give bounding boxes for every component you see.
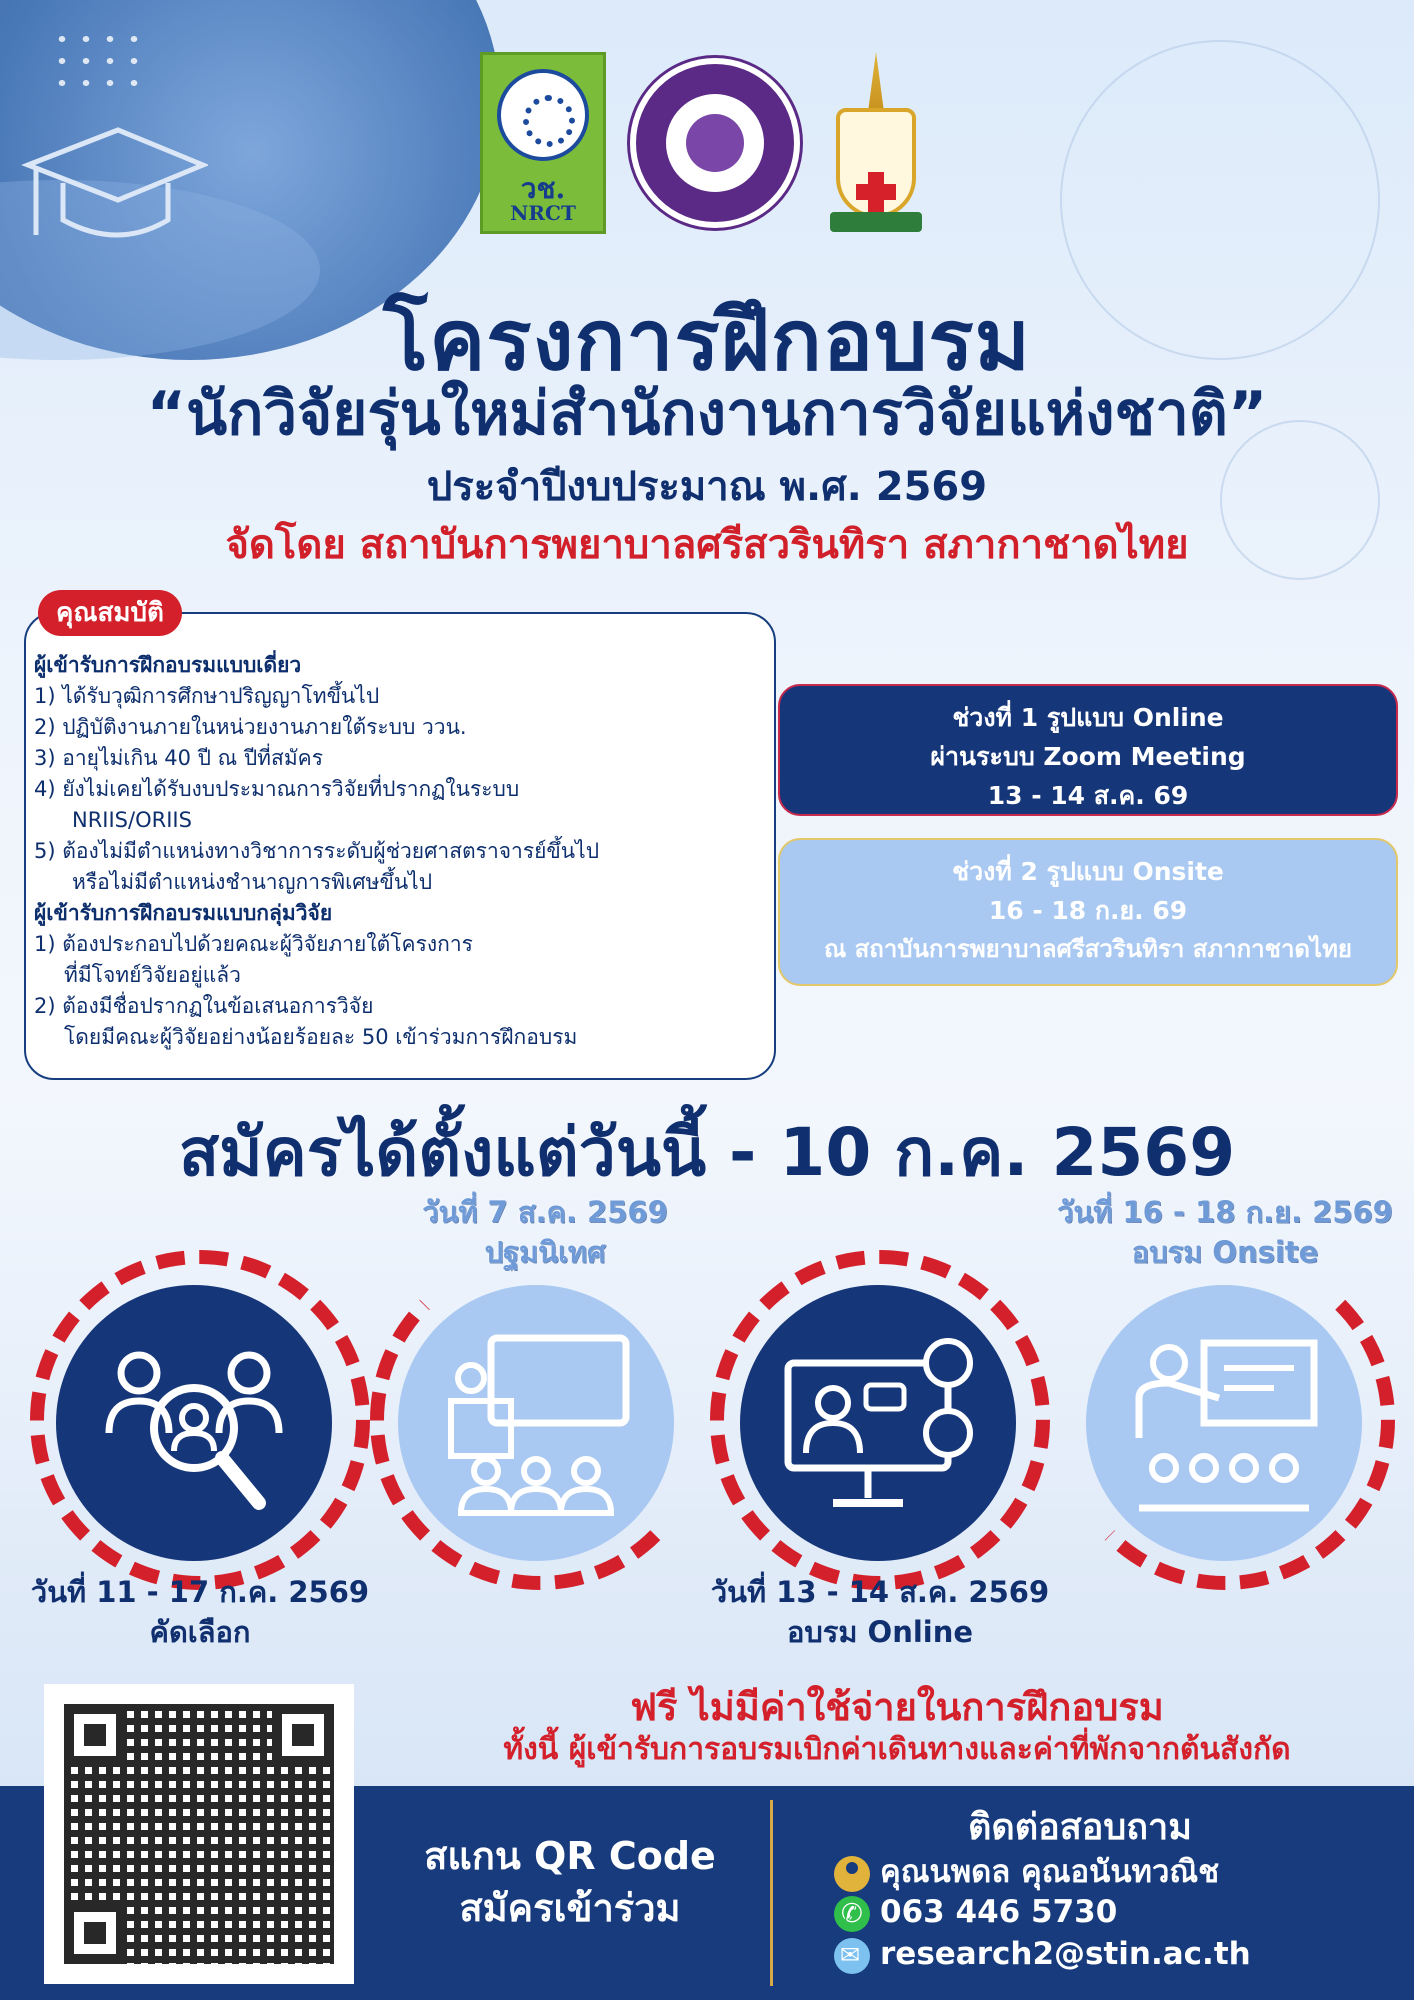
qualification-item: 2) ต้องมีชื่อปรากฏในข้อเสนอการวิจัย (34, 994, 374, 1018)
person-icon (834, 1856, 870, 1892)
qualification-item-continued: หรือไม่มีตำแหน่งชำนาญการพิเศษขึ้นไป (72, 870, 433, 894)
magnifier-people-icon (94, 1323, 294, 1523)
footer-divider (770, 1800, 773, 1986)
timeline-label: อบรม Online (786, 1615, 974, 1649)
session-line: ณ สถาบันการพยาบาลศรีสวรินทิรา สภากาชาดไทย (824, 935, 1352, 963)
timeline-label: คัดเลือก (149, 1615, 251, 1649)
scan-qr-text (400, 1830, 740, 1934)
individual-heading: ผู้เข้ารับการฝึกอบรมแบบเดี่ยว (34, 653, 302, 677)
qr-finder (64, 1902, 126, 1964)
contact-name: คุณนพดล คุณอนันทวณิช (880, 1854, 1220, 1890)
qualification-item-continued: โดยมีคณะผู้วิจัยอย่างน้อยร้อยละ 50 เข้าร่วมการฝึกอบรม (64, 1025, 578, 1049)
scan-line: สแกน QR Code (424, 1834, 716, 1878)
program-name: “นักวิจัยรุ่นใหม่สำนักงานการวิจัยแห่งชาติ” (146, 379, 1268, 449)
qualifications-tag: คุณสมบัติ (38, 590, 182, 636)
timeline-date: วันที่ 13 - 14 ส.ค. 2569 (710, 1575, 1050, 1609)
qualification-item-continued: NRIIS/ORIIS (72, 808, 192, 832)
session-onsite (778, 838, 1398, 986)
timeline-date: วันที่ 7 ส.ค. 2569 (422, 1195, 668, 1229)
session-line: ผ่านระบบ Zoom Meeting (930, 742, 1246, 771)
qr-finder (64, 1704, 126, 1766)
dashed-ring (1055, 1250, 1395, 1590)
group-heading: ผู้เข้ารับการฝึกอบรมแบบกลุ่มวิจัย (34, 901, 333, 925)
contact-email[interactable]: research2@stin.ac.th (880, 1936, 1251, 1972)
decorative-dots (50, 28, 140, 88)
qr-finder (272, 1704, 334, 1766)
free-notice: ฟรี ไม่มีค่าใช้จ่ายในการฝึกอบรม (630, 1685, 1164, 1729)
organizer: จัดโดย สถาบันการพยาบาลศรีสวรินทิรา สภากาชาดไทย (225, 522, 1189, 568)
timeline-selection (20, 1572, 380, 1652)
qualification-item-continued: ที่มีโจทย์วิจัยอยู่แล้ว (64, 963, 241, 987)
qualification-item: 4) ยังไม่เคยได้รับงบประมาณการวิจัยที่ปรากฏในระบบ (34, 777, 520, 801)
qr-code-pattern (64, 1704, 334, 1964)
registration-qr-code[interactable] (44, 1684, 354, 1984)
application-deadline: สมัครได้ตั้งแต่วันนี้ - 10 ก.ค. 2569 (178, 1114, 1236, 1191)
online-training-circle (740, 1285, 1016, 1561)
qualification-item: 2) ปฏิบัติงานภายในหน่วยงานภายใต้ระบบ ววน. (34, 715, 467, 739)
dashed-ring (370, 1250, 710, 1590)
timeline-date: วันที่ 16 - 18 ก.ย. 2569 (1057, 1195, 1393, 1229)
mail-icon (834, 1938, 870, 1974)
scan-line: สมัครเข้าร่วม (459, 1886, 681, 1930)
qualification-item: 1) ได้รับวุฒิการศึกษาปริญญาโทขึ้นไป (34, 684, 380, 708)
selection-circle (56, 1285, 332, 1561)
phone-icon (834, 1896, 870, 1932)
page-title: โครงการฝึกอบรม (383, 291, 1031, 389)
fiscal-year: ประจำปีงบประมาณ พ.ศ. 2569 (426, 464, 988, 510)
session-line: ช่วงที่ 1 รูปแบบ Online (952, 703, 1224, 732)
timeline-date: วันที่ 11 - 17 ก.ค. 2569 (30, 1575, 370, 1609)
nrct-logo (480, 52, 606, 234)
session-line: 13 - 14 ส.ค. 69 (987, 781, 1189, 810)
nrct-wheel-icon (497, 69, 589, 161)
nrct-logo-text-en: NRCT (510, 201, 576, 225)
online-meeting-icon (778, 1323, 978, 1523)
qualification-item: 3) อายุไม่เกิน 40 ปี ณ ปีที่สมัคร (34, 746, 323, 770)
timeline-label: ปฐมนิเทศ (484, 1235, 606, 1269)
logo-row (480, 52, 930, 237)
contact-phone[interactable]: 063 446 5730 (880, 1894, 1118, 1930)
contact-email-row[interactable] (834, 1934, 1251, 1974)
timeline-label: อบรม Onsite (1131, 1235, 1319, 1269)
timeline-online (700, 1572, 1060, 1652)
mhesi-logo (630, 58, 800, 228)
contact-phone-row[interactable] (834, 1892, 1117, 1932)
session-online (778, 684, 1398, 816)
qualification-item: 1) ต้องประกอบไปด้วยคณะผู้วิจัยภายใต้โครงการ (34, 932, 473, 956)
travel-notice: ทั้งนี้ ผู้เข้ารับการอบรมเบิกค่าเดินทางและค่าที่พักจากต้นสังกัด (503, 1732, 1291, 1767)
session-line: 16 - 18 ก.ย. 69 (988, 896, 1188, 925)
nrct-logo-text-thai: วช. (520, 172, 566, 205)
session-line: ช่วงที่ 2 รูปแบบ Onsite (952, 857, 1224, 886)
qualification-item: 5) ต้องไม่มีตำแหน่งทางวิชาการระดับผู้ช่วยศาสตราจารย์ขึ้นไป (34, 839, 600, 863)
graduation-cap-icon (18, 125, 208, 255)
qualifications-box (24, 612, 776, 1080)
stin-logo (830, 52, 922, 234)
contact-name-row (834, 1852, 1219, 1892)
contact-title: ติดต่อสอบถาม (968, 1807, 1192, 1848)
